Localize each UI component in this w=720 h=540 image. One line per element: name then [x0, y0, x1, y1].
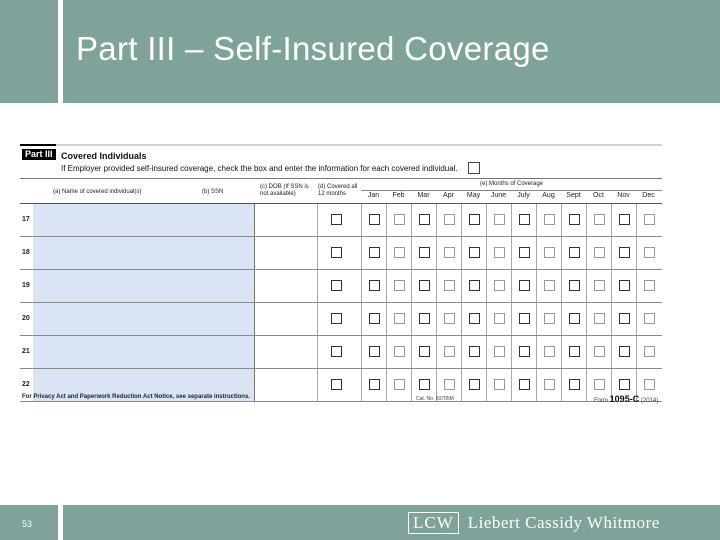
table-row	[20, 204, 662, 237]
column-separator	[361, 237, 362, 269]
month-checkbox[interactable]	[494, 346, 505, 357]
dob-field[interactable]	[254, 303, 317, 335]
month-checkbox[interactable]	[644, 214, 655, 225]
column-separator	[386, 369, 387, 401]
cat-number: Cat. No. 60705M	[416, 396, 454, 402]
month-checkbox[interactable]	[594, 379, 605, 390]
column-separator	[386, 336, 387, 368]
month-checkbox[interactable]	[644, 247, 655, 258]
column-separator	[317, 369, 318, 401]
form-1095c-part3	[20, 144, 662, 406]
column-separator	[411, 303, 412, 335]
month-checkbox[interactable]	[394, 313, 405, 324]
name-field[interactable]	[33, 270, 256, 302]
column-separator	[536, 303, 537, 335]
column-separator	[586, 270, 587, 302]
month-checkbox[interactable]	[544, 313, 555, 324]
column-separator	[511, 204, 512, 236]
column-separator	[636, 336, 637, 368]
column-separator	[586, 204, 587, 236]
month-checkbox[interactable]	[394, 214, 405, 225]
dob-field[interactable]	[254, 369, 317, 401]
month-checkbox[interactable]	[544, 379, 555, 390]
row-number: 22	[22, 381, 30, 388]
form-year: (2014)	[640, 398, 659, 404]
month-header: Apr	[443, 192, 454, 199]
col-header-name: (a) Name of covered individual(s)	[53, 189, 142, 195]
privacy-notice: For Privacy Act and Paperwork Reduction Act Notice, see separate instructions.	[22, 394, 250, 400]
month-checkbox[interactable]	[369, 214, 380, 225]
column-separator	[611, 204, 612, 236]
month-checkbox[interactable]	[469, 346, 480, 357]
month-checkbox[interactable]	[444, 379, 455, 390]
column-separator	[636, 270, 637, 302]
column-separator	[361, 303, 362, 335]
month-header: June	[490, 192, 507, 199]
month-checkbox[interactable]	[544, 346, 555, 357]
column-separator	[317, 336, 318, 368]
col-header-covered-all: (d) Covered all 12 months	[318, 184, 358, 197]
covered-all-months-checkbox[interactable]	[331, 346, 342, 357]
column-separator	[561, 237, 562, 269]
name-field[interactable]	[33, 237, 256, 269]
column-separator	[317, 270, 318, 302]
column-separator	[586, 303, 587, 335]
column-separator	[386, 303, 387, 335]
covered-all-months-checkbox[interactable]	[331, 280, 342, 291]
column-separator	[636, 204, 637, 236]
column-separator	[436, 303, 437, 335]
month-checkbox[interactable]	[619, 313, 630, 324]
month-header: July	[517, 192, 530, 199]
column-separator	[411, 237, 412, 269]
month-header: May	[466, 192, 481, 199]
logo-text: Liebert Cassidy Whitmore	[467, 513, 660, 532]
month-checkbox[interactable]	[444, 247, 455, 258]
month-checkbox[interactable]	[594, 247, 605, 258]
month-checkbox[interactable]	[419, 247, 430, 258]
month-checkbox[interactable]	[519, 379, 530, 390]
month-checkbox[interactable]	[444, 280, 455, 291]
row-number: 17	[22, 216, 30, 223]
col-header-ssn: (b) SSN	[202, 189, 224, 195]
column-separator	[511, 336, 512, 368]
column-separator	[486, 270, 487, 302]
self-insured-checkbox[interactable]	[468, 162, 480, 174]
section-title: Covered Individuals	[61, 151, 147, 161]
month-checkbox[interactable]	[569, 379, 580, 390]
month-checkbox[interactable]	[494, 379, 505, 390]
column-separator	[536, 237, 537, 269]
row-number: 18	[22, 249, 30, 256]
column-separator	[317, 204, 318, 236]
month-checkbox[interactable]	[469, 247, 480, 258]
month-checkbox[interactable]	[569, 214, 580, 225]
month-checkbox[interactable]	[394, 280, 405, 291]
month-checkbox[interactable]	[519, 313, 530, 324]
month-checkbox[interactable]	[594, 214, 605, 225]
instruction-text: If Employer provided self-insured coverage, check the box and enter the information for each covered individual.	[61, 164, 458, 173]
month-checkbox[interactable]	[469, 313, 480, 324]
month-checkbox[interactable]	[619, 346, 630, 357]
column-separator	[561, 270, 562, 302]
covered-all-months-checkbox[interactable]	[331, 247, 342, 258]
month-checkbox[interactable]	[594, 280, 605, 291]
column-separator	[411, 270, 412, 302]
row-number: 21	[22, 348, 30, 355]
table-row	[20, 270, 662, 303]
part-label: Part III	[22, 149, 56, 160]
header-rule	[20, 178, 662, 179]
column-separator	[361, 369, 362, 401]
column-separator	[486, 369, 487, 401]
month-checkbox[interactable]	[394, 379, 405, 390]
column-separator	[486, 204, 487, 236]
month-checkbox[interactable]	[544, 247, 555, 258]
column-separator	[461, 237, 462, 269]
name-field[interactable]	[33, 303, 256, 335]
month-checkbox[interactable]	[419, 379, 430, 390]
form-id	[594, 394, 658, 404]
covered-all-months-checkbox[interactable]	[331, 379, 342, 390]
month-checkbox[interactable]	[494, 313, 505, 324]
column-separator	[436, 270, 437, 302]
column-separator	[536, 204, 537, 236]
month-header: Jan	[367, 192, 380, 199]
column-separator	[561, 303, 562, 335]
page-number: 53	[22, 519, 33, 529]
month-checkbox[interactable]	[419, 346, 430, 357]
month-checkbox[interactable]	[394, 247, 405, 258]
column-separator	[461, 270, 462, 302]
col-header-dob: (c) DOB (If SSN is not available)	[260, 184, 309, 197]
column-separator	[386, 204, 387, 236]
month-header: Feb	[392, 192, 405, 199]
month-header: Aug	[542, 192, 555, 199]
logo-mark: LCW	[408, 512, 459, 534]
month-header: Oct	[593, 192, 604, 199]
covered-all-months-checkbox[interactable]	[331, 313, 342, 324]
months-rule	[361, 190, 662, 191]
column-separator	[611, 270, 612, 302]
month-header: Sept	[566, 192, 581, 199]
month-checkbox[interactable]	[419, 313, 430, 324]
month-checkbox[interactable]	[569, 280, 580, 291]
form-top-rule	[20, 144, 662, 146]
month-checkbox[interactable]	[544, 280, 555, 291]
column-separator	[536, 270, 537, 302]
month-checkbox[interactable]	[469, 214, 480, 225]
column-separator	[411, 204, 412, 236]
column-separator	[436, 237, 437, 269]
month-checkbox[interactable]	[494, 214, 505, 225]
column-separator	[317, 303, 318, 335]
month-checkbox[interactable]	[569, 313, 580, 324]
month-checkbox[interactable]	[494, 280, 505, 291]
month-checkbox[interactable]	[619, 247, 630, 258]
month-header: Nov	[617, 192, 630, 199]
month-checkbox[interactable]	[519, 247, 530, 258]
column-separator	[536, 369, 537, 401]
month-checkbox[interactable]	[594, 313, 605, 324]
month-checkbox[interactable]	[494, 247, 505, 258]
column-separator	[386, 270, 387, 302]
month-checkbox[interactable]	[544, 214, 555, 225]
column-separator	[536, 336, 537, 368]
column-separator	[361, 270, 362, 302]
slide-title: Part III – Self-Insured Coverage	[76, 30, 550, 67]
firm-logo	[408, 512, 660, 534]
column-separator	[486, 336, 487, 368]
month-header: Mar	[417, 192, 430, 199]
month-checkbox[interactable]	[444, 346, 455, 357]
column-separator	[461, 336, 462, 368]
table-row	[20, 237, 662, 270]
month-checkbox[interactable]	[569, 247, 580, 258]
month-checkbox[interactable]	[369, 313, 380, 324]
form-name: 1095-C	[609, 394, 640, 404]
month-checkbox[interactable]	[619, 280, 630, 291]
month-checkbox[interactable]	[644, 280, 655, 291]
month-checkbox[interactable]	[419, 214, 430, 225]
column-separator	[586, 237, 587, 269]
column-separator	[486, 237, 487, 269]
col-header-months: (e) Months of Coverage	[479, 181, 544, 187]
dob-field[interactable]	[254, 336, 317, 368]
month-checkbox[interactable]	[619, 379, 630, 390]
month-checkbox[interactable]	[369, 346, 380, 357]
month-checkbox[interactable]	[644, 313, 655, 324]
month-checkbox[interactable]	[519, 280, 530, 291]
covered-all-months-checkbox[interactable]	[331, 214, 342, 225]
column-separator	[561, 204, 562, 236]
dob-field[interactable]	[254, 237, 317, 269]
column-separator	[611, 237, 612, 269]
month-checkbox[interactable]	[444, 214, 455, 225]
month-checkbox[interactable]	[519, 346, 530, 357]
column-separator	[511, 303, 512, 335]
column-separator	[511, 237, 512, 269]
column-separator	[561, 336, 562, 368]
month-checkbox[interactable]	[444, 313, 455, 324]
row-number: 19	[22, 282, 30, 289]
name-field[interactable]	[33, 336, 256, 368]
month-checkbox[interactable]	[394, 346, 405, 357]
column-separator	[361, 204, 362, 236]
column-separator	[411, 336, 412, 368]
month-checkbox[interactable]	[569, 346, 580, 357]
form-prefix: Form	[594, 398, 608, 404]
month-checkbox[interactable]	[469, 379, 480, 390]
month-checkbox[interactable]	[644, 379, 655, 390]
table-row	[20, 303, 662, 336]
column-separator	[461, 303, 462, 335]
row-number: 20	[22, 315, 30, 322]
month-checkbox[interactable]	[619, 214, 630, 225]
month-checkbox[interactable]	[369, 247, 380, 258]
column-separator	[611, 336, 612, 368]
month-checkbox[interactable]	[369, 379, 380, 390]
dob-field[interactable]	[254, 204, 317, 236]
column-separator	[511, 270, 512, 302]
name-field[interactable]	[33, 204, 256, 236]
table-row	[20, 336, 662, 369]
month-checkbox[interactable]	[519, 214, 530, 225]
month-checkbox[interactable]	[594, 346, 605, 357]
column-separator	[511, 369, 512, 401]
month-checkbox[interactable]	[369, 280, 380, 291]
column-separator	[561, 369, 562, 401]
dob-field[interactable]	[254, 270, 317, 302]
column-separator	[636, 303, 637, 335]
header-left-bar	[0, 0, 58, 103]
column-separator	[436, 336, 437, 368]
column-separator	[461, 204, 462, 236]
month-checkbox[interactable]	[419, 280, 430, 291]
column-separator	[611, 303, 612, 335]
column-separator	[386, 237, 387, 269]
column-separator	[317, 237, 318, 269]
column-separator	[586, 369, 587, 401]
column-separator	[461, 369, 462, 401]
column-separator	[411, 369, 412, 401]
month-header: Dec	[642, 192, 655, 199]
column-separator	[636, 237, 637, 269]
column-separator	[586, 336, 587, 368]
column-separator	[361, 336, 362, 368]
month-checkbox[interactable]	[644, 346, 655, 357]
month-checkbox[interactable]	[469, 280, 480, 291]
column-separator	[436, 204, 437, 236]
form-top-rule-dark	[20, 144, 56, 146]
column-separator	[486, 303, 487, 335]
